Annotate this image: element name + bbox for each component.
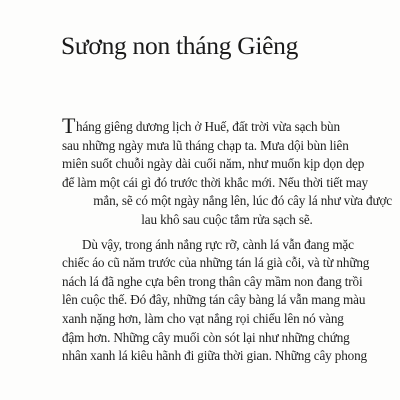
paragraph-1-line-5: mắn, sẽ có một ngày nắng lên, lúc đó cây lá như vừa được (93, 193, 392, 209)
chapter-body (62, 113, 392, 366)
paragraph-1-line-6: lau khô sau cuộc tắm rửa sạch sẽ. (141, 211, 313, 227)
paragraph-2-line-5: xanh nặng hơn, làm cho vạt nắng rọi chiếu lên nó vàng (62, 310, 344, 326)
paragraph-2-line-7: nhân xanh lá kiêu hãnh đi giữa thời gian. Những cây phong (62, 348, 367, 364)
paragraph-1-line-3: miên suốt chuỗi ngày dài cuối năm, như muốn kịp dọn dẹp (62, 156, 365, 172)
chapter-title: Sương non tháng Giêng (61, 31, 299, 60)
drop-cap: T (62, 113, 76, 138)
paragraph-2-line-1: Dù vậy, trong ánh nắng rực rỡ, cành lá vẫn đang mặc (82, 236, 354, 252)
paragraph-1-line-1-text: háng giêng dương lịch ở Huế, đất trời vừa sạch bùn (76, 119, 340, 134)
paragraph-2-line-6: đậm hơn. Những cây muối còn sót lại như những chứng (62, 329, 350, 345)
paragraph-1 (62, 113, 392, 230)
paragraph-1-line-1 (62, 113, 392, 138)
paragraph-2 (62, 236, 392, 366)
paragraph-1-line-2: sau những ngày mưa lũ tháng chạp ta. Mưa dội bùn liên (62, 137, 349, 153)
paragraph-2-line-2: chiếc áo cũ năm trước của những tán lá già cỗi, và từ những (62, 255, 370, 271)
paragraph-2-line-4: lên cuộc thế. Đó đây, những tán cây bàng lá vẫn mang màu (62, 292, 366, 308)
paragraph-2-line-3: nách lá đã nghe cựa bên trong thân cây mầm non đang trồi (62, 273, 363, 289)
paragraph-1-line-4: để làm một cái gì đó trước thời khắc mới. Nếu thời tiết may (62, 174, 368, 190)
